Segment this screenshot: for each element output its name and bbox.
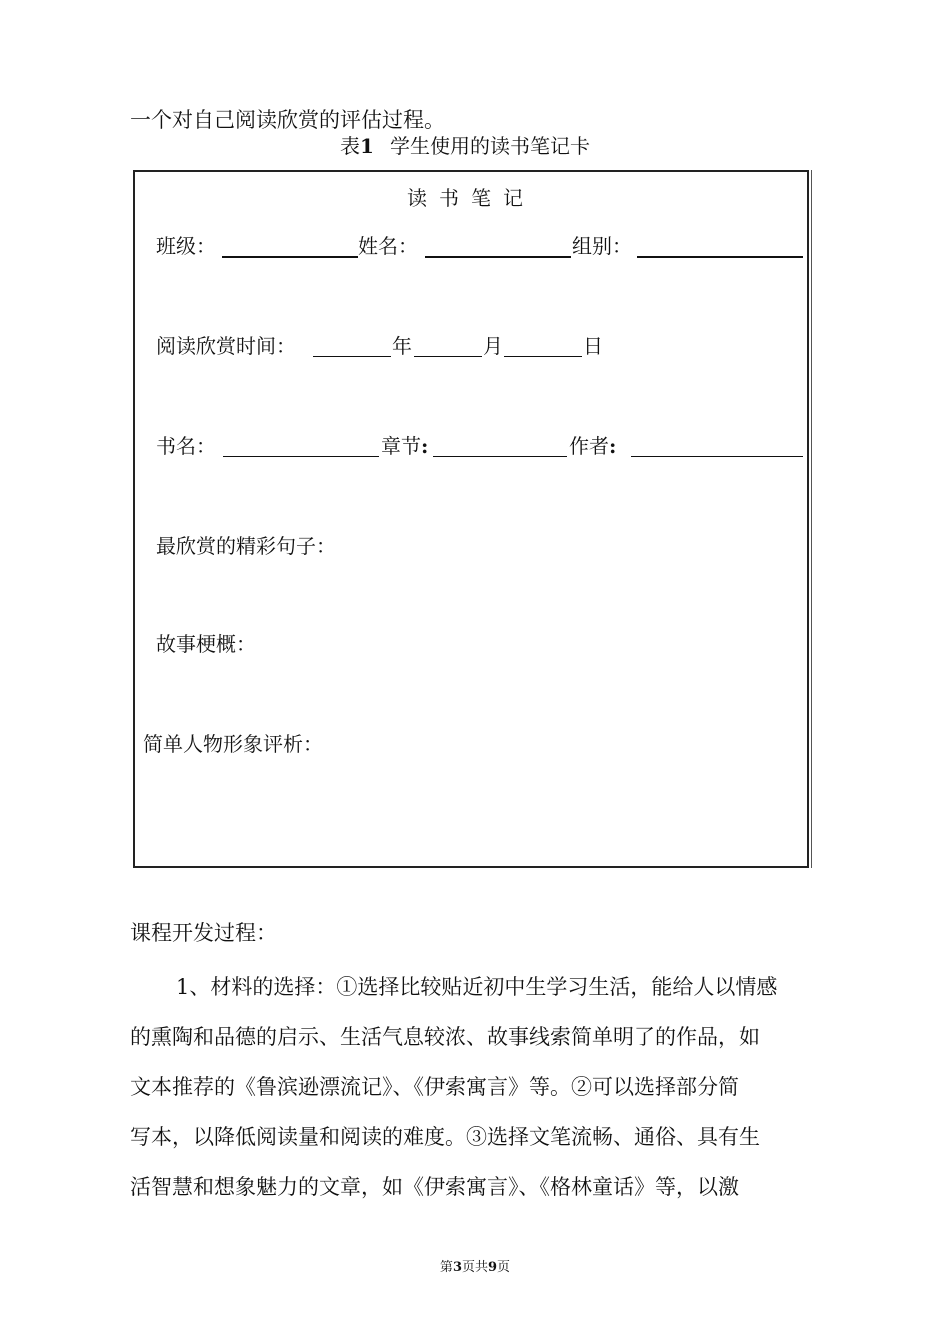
year-blank[interactable] bbox=[313, 356, 391, 357]
month-blank[interactable] bbox=[414, 356, 482, 357]
paragraph-line: 1、材料的选择：①选择比较贴近初中生学习生活，能给人以情感 bbox=[176, 975, 778, 999]
chapter-label bbox=[381, 430, 428, 459]
paragraph-line: 活智慧和想象魅力的文章，如《伊索寓言》、《格林童话》等，以激 bbox=[130, 1175, 739, 1199]
month-label: 月 bbox=[483, 334, 503, 358]
author-blank[interactable] bbox=[631, 456, 803, 457]
book-title-blank[interactable] bbox=[223, 456, 379, 457]
character-analysis-label: 简单人物形象评析： bbox=[143, 732, 323, 756]
footer-total-pages: 9 bbox=[488, 1260, 498, 1275]
paragraph-line: 文本推荐的《鲁滨逊漂流记》、《伊索寓言》等。②可以选择部分简 bbox=[130, 1075, 739, 1099]
caption-number: 1 bbox=[360, 134, 374, 158]
footer-middle: 页共 bbox=[461, 1260, 488, 1275]
day-blank[interactable] bbox=[504, 356, 582, 357]
group-blank[interactable] bbox=[637, 256, 803, 258]
paragraph-line: 的熏陶和品德的启示、生活气息较浓、故事线索简单明了的作品，如 bbox=[130, 1025, 760, 1049]
favorite-sentences-label: 最欣赏的精彩句子： bbox=[156, 534, 336, 558]
year-label: 年 bbox=[392, 334, 412, 358]
author-label-text: 作者 bbox=[569, 434, 609, 458]
class-label: 班级： bbox=[156, 234, 216, 258]
chapter-blank[interactable] bbox=[433, 456, 567, 457]
caption-prefix: 表 bbox=[340, 134, 361, 158]
day-label: 日 bbox=[583, 334, 603, 358]
group-label: 组别： bbox=[572, 234, 632, 258]
intro-line: 一个对自己阅读欣赏的评估过程。 bbox=[130, 108, 445, 132]
author-label bbox=[569, 430, 616, 459]
footer-page-number: 3 bbox=[452, 1260, 462, 1275]
chapter-colon: : bbox=[421, 434, 429, 458]
table-caption bbox=[0, 130, 930, 159]
footer-suffix: 页 bbox=[497, 1260, 511, 1275]
card-shadow-edge bbox=[811, 170, 812, 868]
reading-note-card bbox=[133, 170, 809, 868]
story-summary-label: 故事梗概： bbox=[156, 632, 256, 656]
footer-prefix: 第 bbox=[439, 1260, 453, 1275]
name-blank[interactable] bbox=[425, 256, 571, 258]
book-title-label: 书名： bbox=[156, 434, 216, 458]
reading-time-label: 阅读欣赏时间： bbox=[156, 334, 296, 358]
class-blank[interactable] bbox=[222, 256, 358, 258]
author-colon: : bbox=[609, 434, 617, 458]
name-label: 姓名： bbox=[358, 234, 418, 258]
caption-text: 学生使用的读书笔记卡 bbox=[389, 134, 590, 158]
page-footer bbox=[0, 1256, 950, 1275]
section-heading: 课程开发过程： bbox=[130, 921, 277, 945]
card-title: 读书笔记 bbox=[407, 186, 535, 210]
chapter-label-text: 章节 bbox=[381, 434, 421, 458]
paragraph-line: 写本，以降低阅读量和阅读的难度。③选择文笔流畅、通俗、具有生 bbox=[130, 1125, 760, 1149]
